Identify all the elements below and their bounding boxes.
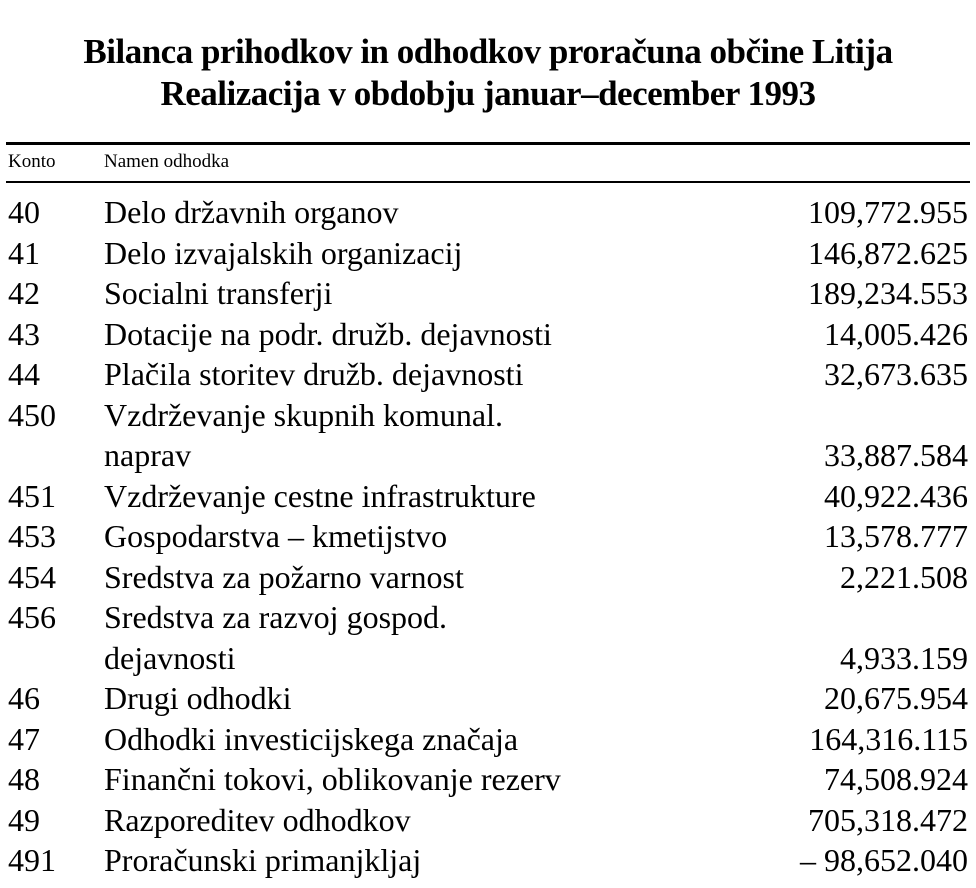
table-row — [0, 800, 976, 841]
expense-description — [104, 800, 704, 841]
expense-description-line: Sredstva za požarno varnost — [104, 558, 464, 595]
konto-code: 451 — [8, 477, 56, 514]
expense-description — [104, 233, 704, 274]
expense-amount: 146,872.625 — [808, 234, 968, 271]
table-row — [0, 597, 976, 678]
expense-amount: 40,922.436 — [824, 477, 968, 514]
table-row — [0, 395, 976, 476]
expense-amount: 74,508.924 — [824, 761, 968, 797]
konto-code: 456 — [8, 599, 56, 635]
expense-description — [104, 516, 704, 557]
column-header-namen-odhodka: Namen odhodka — [104, 151, 230, 172]
konto-code: 40 — [8, 194, 40, 230]
expense-description-line: Delo državnih organov — [104, 194, 399, 230]
expense-description-line: Vzdrževanje cestne infrastrukture — [104, 477, 536, 514]
expense-description — [104, 273, 704, 314]
expense-description — [104, 719, 704, 760]
konto-code: 46 — [8, 680, 40, 716]
expense-amount: 189,234.553 — [808, 275, 968, 311]
konto-code: 44 — [8, 356, 40, 392]
table-row — [0, 233, 976, 274]
konto-code: 450 — [8, 396, 56, 433]
expense-description — [104, 840, 704, 881]
konto-code: 42 — [8, 275, 40, 311]
expense-description-line: Gospodarstva – kmetijstvo — [104, 518, 448, 554]
expense-description-line: naprav — [104, 437, 192, 473]
table-row — [0, 314, 976, 355]
expense-description — [104, 476, 704, 517]
expense-table-body — [0, 192, 976, 881]
expense-description-line: Delo izvajalskih organizacij — [104, 234, 463, 271]
konto-code: 41 — [8, 234, 40, 271]
konto-code: 43 — [8, 315, 40, 352]
expense-amount: 33,887.584 — [824, 437, 968, 473]
expense-description-line: Odhodki investicijskega značaja — [104, 720, 519, 757]
expense-description — [104, 395, 704, 476]
konto-code: 453 — [8, 518, 56, 554]
expense-description-line: Drugi odhodki — [104, 680, 292, 716]
expense-description — [104, 192, 704, 233]
expense-description-line: Proračunski primanjkljaj — [104, 842, 422, 878]
konto-code: 47 — [8, 720, 40, 757]
table-row — [0, 557, 976, 598]
expense-description — [104, 678, 704, 719]
table-row — [0, 476, 976, 517]
table-row — [0, 840, 976, 881]
expense-amount: 705,318.472 — [808, 801, 968, 838]
table-row — [0, 759, 976, 800]
expense-description — [104, 354, 704, 395]
expense-amount: 14,005.426 — [824, 315, 968, 352]
konto-code: 49 — [8, 801, 40, 838]
expense-description-line: Finančni tokovi, oblikovanje rezerv — [104, 761, 561, 797]
expense-amount: – 98,652.040 — [800, 842, 968, 878]
document-subtitle: Realizacija v obdobju januar–december 1993 — [160, 74, 816, 113]
konto-code: 491 — [8, 842, 56, 878]
table-row — [0, 192, 976, 233]
expense-description-line: Socialni transferji — [104, 275, 333, 311]
expense-amount: 164,316.115 — [809, 720, 968, 757]
expense-description — [104, 557, 704, 598]
expense-description — [104, 314, 704, 355]
konto-code: 454 — [8, 558, 56, 595]
expense-description-line: Plačila storitev družb. dejavnosti — [104, 356, 524, 392]
expense-amount: 4,933.159 — [840, 639, 968, 676]
table-header-rule — [6, 181, 970, 183]
expense-amount: 109,772.955 — [808, 194, 968, 230]
table-row — [0, 273, 976, 314]
table-row — [0, 516, 976, 557]
table-top-rule — [6, 142, 970, 145]
konto-code: 48 — [8, 761, 40, 797]
expense-description-line: Dotacije na podr. družb. dejavnosti — [104, 315, 552, 352]
table-row — [0, 354, 976, 395]
expense-amount: 2,221.508 — [840, 558, 968, 595]
expense-amount: 13,578.777 — [824, 518, 968, 554]
expense-description-line: Sredstva za razvoj gospod. — [104, 599, 448, 635]
table-row — [0, 678, 976, 719]
expense-amount: 32,673.635 — [824, 356, 968, 392]
expense-amount: 20,675.954 — [824, 680, 968, 716]
document-title: Bilanca prihodkov in odhodkov proračuna občine Litija — [83, 32, 893, 71]
table-row — [0, 719, 976, 760]
expense-description — [104, 759, 704, 800]
expense-description — [104, 597, 704, 678]
expense-description-line: Vzdrževanje skupnih komunal. — [104, 396, 503, 433]
expense-description-line: dejavnosti — [104, 639, 236, 676]
expense-description-line: Razporeditev odhodkov — [104, 801, 411, 838]
column-header-konto: Konto — [8, 151, 56, 172]
